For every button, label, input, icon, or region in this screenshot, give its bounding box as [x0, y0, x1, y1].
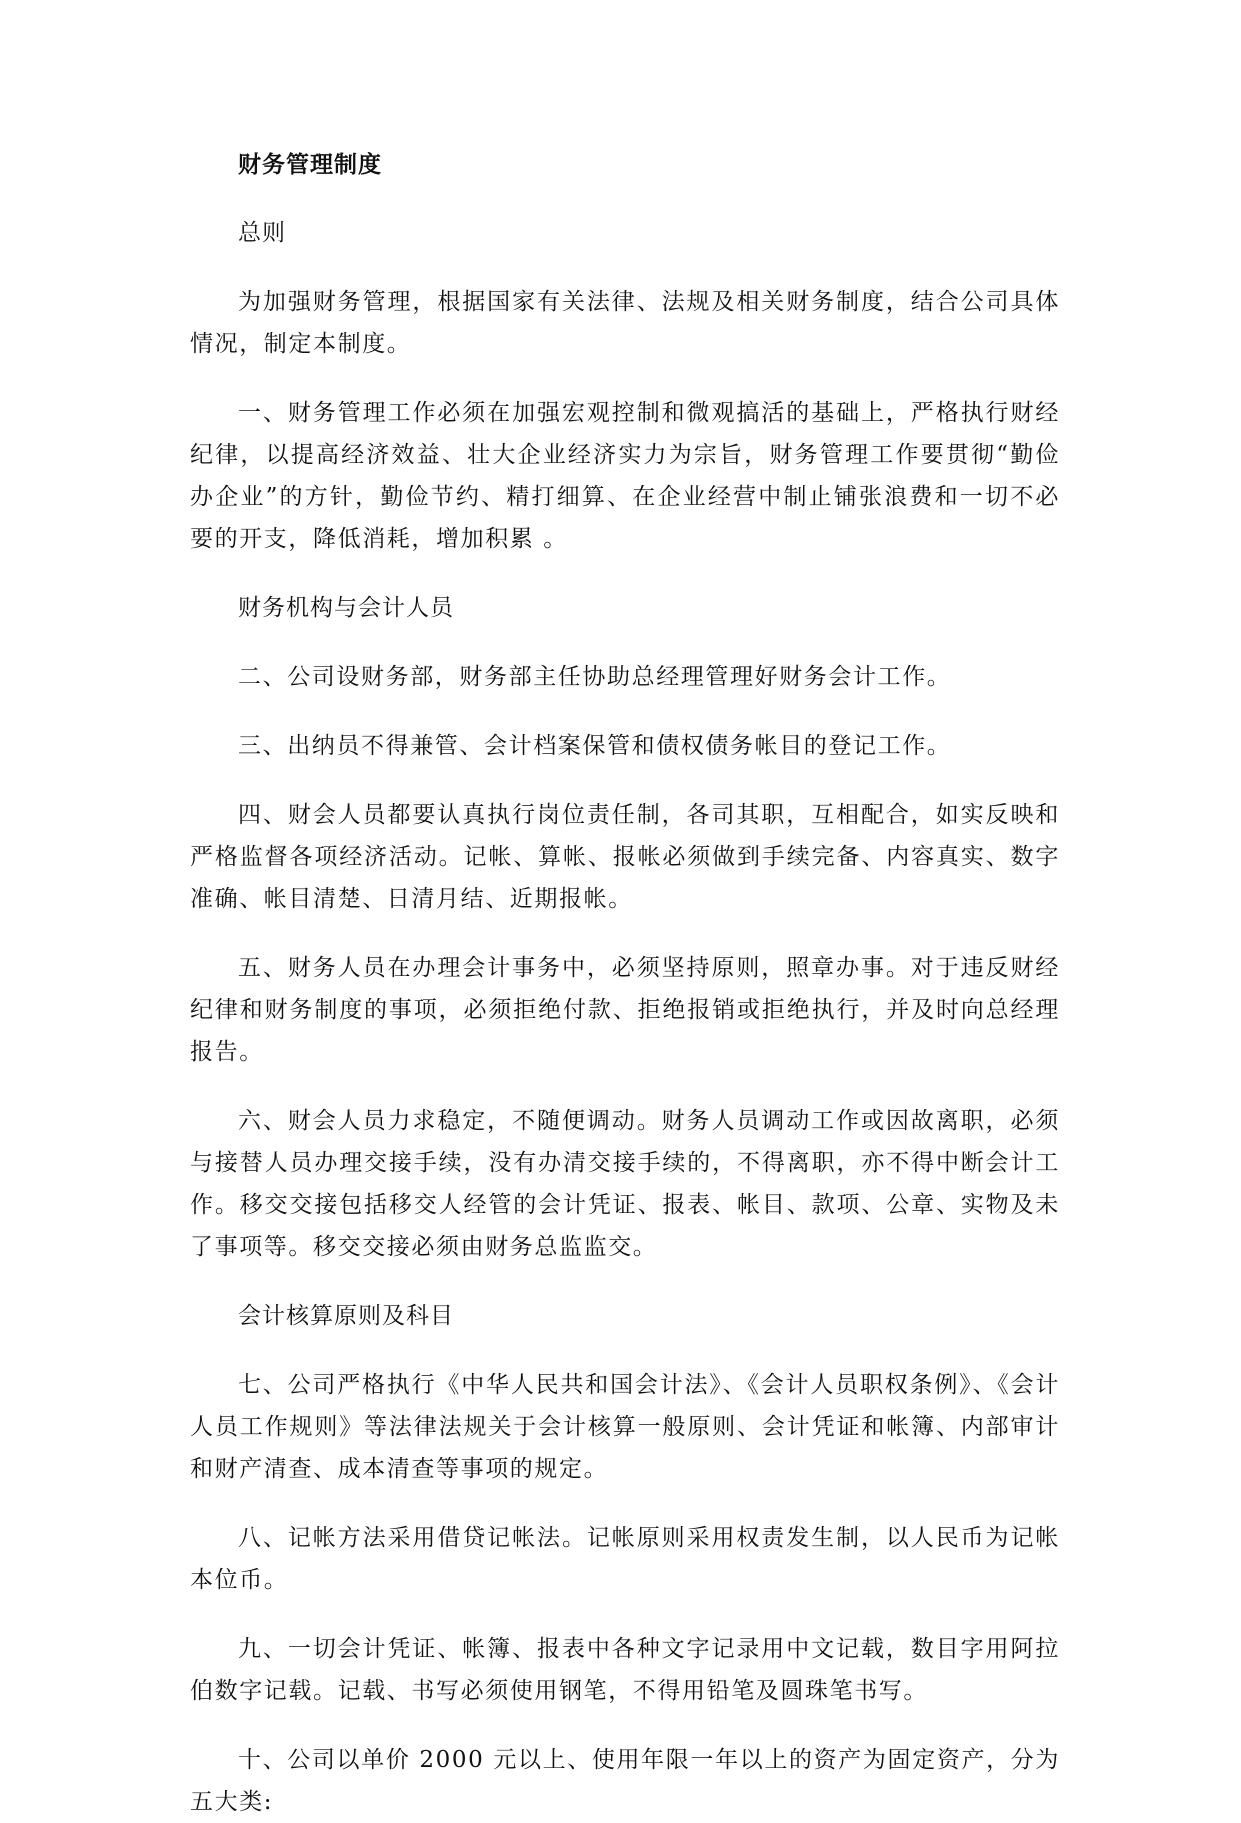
section-heading-general: 总则	[238, 220, 286, 246]
paragraph-article-10: 十、公司以单价 2000 元以上、使用年限一年以上的资产为固定资产，分为五大类:	[190, 1747, 1060, 1815]
document-title: 财务管理制度	[238, 151, 382, 178]
paragraph-article-5: 五、财务人员在办理会计事务中，必须坚持原则，照章办事。对于违反财经纪律和财务制度的事项，必须拒绝付款、拒绝报销或拒绝执行，并及时向总经理报告。	[190, 955, 1060, 1065]
section-heading-finance-staff: 财务机构与会计人员	[238, 595, 454, 621]
section-heading-accounting-principles: 会计核算原则及科目	[238, 1303, 454, 1329]
paragraph-article-1: 一、财务管理工作必须在加强宏观控制和微观搞活的基础上，严格执行财经纪律，以提高经济效益、壮大企业经济实力为宗旨，财务管理工作要贯彻“勤俭办企业”的方针，勤俭节约、精打细算、在企业经营中制止铺张浪费和一切不必要的开支，降低消耗，增加积累 。	[190, 400, 1060, 552]
paragraph-article-4: 四、财会人员都要认真执行岗位责任制，各司其职，互相配合，如实反映和严格监督各项经济活动。记帐、算帐、报帐必须做到手续完备、内容真实、数字准确、帐目清楚、日清月结、近期报帐。	[190, 802, 1060, 912]
paragraph-article-3: 三、出纳员不得兼管、会计档案保管和债权债务帐目的登记工作。	[238, 733, 952, 759]
document-body	[190, 145, 1060, 1823]
paragraph-article-6: 六、财会人员力求稳定，不随便调动。财务人员调动工作或因故离职，必须与接替人员办理交接手续，没有办清交接手续的，不得离职，亦不得中断会计工作。移交交接包括移交人经管的会计凭证、报表、帐目、款项、公章、实物及未了事项等。移交交接必须由财务总监监交。	[190, 1108, 1060, 1260]
paragraph-article-7: 七、公司严格执行《中华人民共和国会计法》、《会计人员职权条例》、《会计人员工作规则》等法律法规关于会计核算一般原则、会计凭证和帐簿、内部审计和财产清查、成本清查等事项的规定。	[190, 1372, 1060, 1482]
paragraph-article-9: 九、一切会计凭证、帐簿、报表中各种文字记录用中文记载，数目字用阿拉伯数字记载。记载、书写必须使用钢笔，不得用铅笔及圆珠笔书写。	[190, 1636, 1060, 1704]
paragraph-article-8: 八、记帐方法采用借贷记帐法。记帐原则采用权责发生制，以人民币为记帐本位币。	[190, 1525, 1060, 1593]
paragraph-article-2: 二、公司设财务部，财务部主任协助总经理管理好财务会计工作。	[238, 664, 952, 690]
paragraph-preamble: 为加强财务管理，根据国家有关法律、法规及相关财务制度，结合公司具体情况，制定本制度。	[190, 289, 1060, 357]
